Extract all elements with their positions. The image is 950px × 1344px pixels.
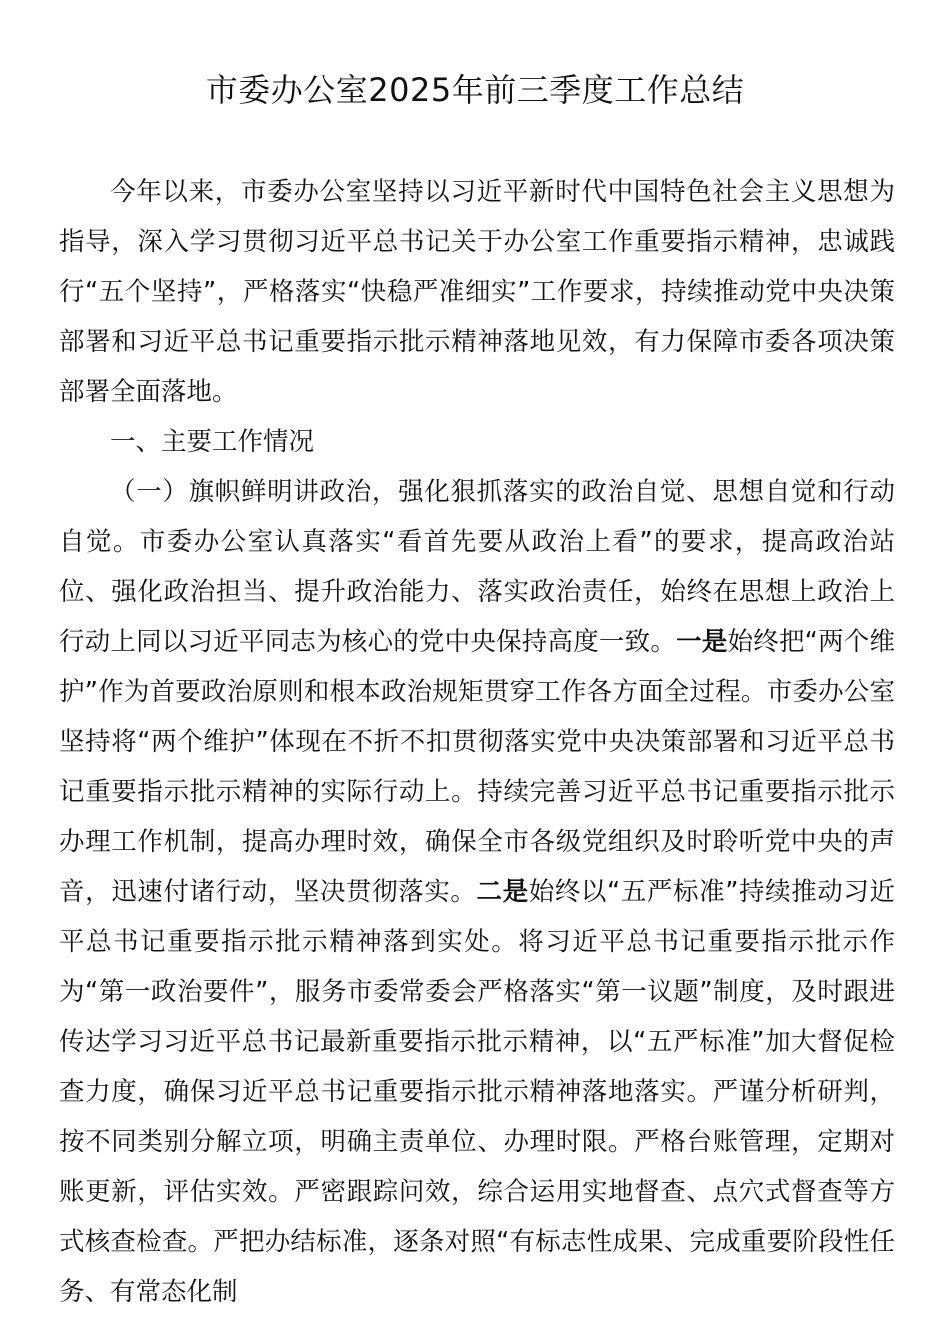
subsection-text-part-1: （一）旗帜鲜明讲政治，强化狠抓落实的政治自觉、思想自觉和行动自觉。市委办公室认真落实“看首先要从政治上看”的要求，提高政治站位、强化政治担当、提升政治能力、落实政治责任，始终在思想上政治上行动上同以习近平同志为核心的党中央保持高度一致。 <box>59 477 895 657</box>
subsection-text-part-2: 始终把“两个维护”作为首要政治原则和根本政治规矩贯穿工作各方面全过程。市委办公室坚持将“两个维护”体现在不折不扣贯彻落实党中央决策部署和习近平总书记重要指示批示精神的实际行动上。持续完善习近平总书记重要指示批示办理工作机制，提高办理时效，确保全市各级党组织及时聆听党中央的声音，迅速付诸行动，坚决贯彻落实。 <box>59 627 895 907</box>
point-marker-1: 一是 <box>676 627 728 657</box>
document-title: 市委办公室2025年前三季度工作总结 <box>205 71 745 109</box>
intro-paragraph: 今年以来，市委办公室坚持以习近平新时代中国特色社会主义思想为指导，深入学习贯彻习近平总书记关于办公室工作重要指示精神，忠诚践行“五个坚持”，严格落实“快稳严准细实”工作要求，持续推动党中央决策部署和习近平总书记重要指示批示精神落地见效，有力保障市委各项决策部署全面落地。 <box>59 177 895 407</box>
subsection-paragraph <box>59 467 895 1317</box>
subsection-text-part-3: 始终以“五严标准”持续推动习近平总书记重要指示批示精神落到实处。将习近平总书记重要指示批示作为“第一政治要件”，服务市委常委会严格落实“第一议题”制度，及时跟进传达学习习近平总书记最新重要指示批示精神，以“五严标准”加大督促检查力度，确保习近平总书记重要指示批示精神落地落实。严谨分析研判，按不同类别分解立项，明确主责单位、办理时限。严格台账管理，定期对账更新，评估实效。严密跟踪问效，综合运用实地督查、点穴式督查等方式核查检查。严把办结标准，逐条对照“有标志性成果、完成重要阶段性任务、有常态化制 <box>59 877 895 1307</box>
document-body <box>59 167 895 1317</box>
section-heading: 一、主要工作情况 <box>110 427 315 457</box>
point-marker-2: 二是 <box>476 877 529 907</box>
